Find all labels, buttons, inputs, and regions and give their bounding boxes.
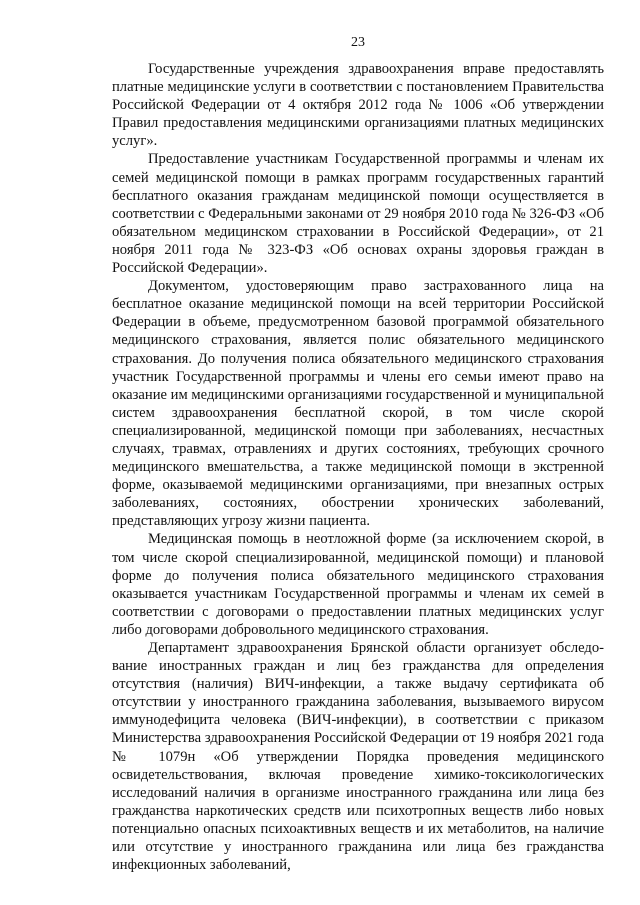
paragraph-free-care-guarantees: Предоставление участникам Государственной программы и членам их семей медицинской помощи в рамках программ государственных гарантий бесплатного оказания гражданам медицинской помощи осуществляется в соответствии с Федеральными законами от 29 ноября 2010 года № 326-ФЗ «Об обязательном медицинском страховании в Российской Федерации», от 21 ноября 2011 года № 323-ФЗ «Об основах охраны здоровья граждан в Российской Федерации». [112,151,604,277]
paragraph-hiv-examination: Департамент здравоохранения Брянской области организует обследование иностранных граждан и лиц без гражданства для определения отсутствия (наличия) ВИЧ-инфекции, а также выдачу сертификата об отсутствии у иностранного гражданина заболевания, вызываемого вирусом иммунодефицита человека (ВИЧ-инфекции), в соответствии с приказом Министерства здравоохранения Российской Федерации от 19 ноября 2021 года № 1079н «Об утверждении Порядка проведения медицинского освидетельствования, включая проведение химико-токсикологических исследований наличия в организме иностранного гражданина или лица без гражданства наркотических средств или психотропных веществ либо новых потенциально опасных психоактивных веществ и их метаболитов, на наличие или отсутствие у иностранного гражданина или лица без гражданства инфекционных заболеваний, [112,640,604,874]
page-number: 23 [351,35,365,50]
paragraph-paid-services: Государственные учреждения здравоохранения вправе предоставлять платные медицинские услуги в соответствии с постановлением Правительства Российской Федерации от 4 октября 2012 года № 1006 «Об утверждении Правил предоставления медицинскими организациями платных медицинских услуг». [112,61,604,150]
paragraph-urgent-planned-care: Медицинская помощь в неотложной форме (за исключением скорой, в том числе скорой специализированной, медицинской помощи) и плановой форме до получения полиса обязательного медицинского страхования оказывается участникам Государственной программы и членам их семей в соответствии с договорами о предоставлении платных медицинских услуг либо договорами добровольного медицинского страхования. [112,531,604,638]
paragraph-insurance-policy: Документом, удостоверяющим право застрахованного лица на бесплатное оказание медицинской помощи на всей территории Российской Федерации в объеме, предусмотренном базовой программой обязательного медицинского страхования, является полис обязательного медицинского страхования. До получения полиса обязательного медицинского страхования участник Государственной программы и члены его семьи имеют право на оказание им медицинскими организациями государственной и муниципальной систем здравоохранения бесплатной скорой, в том числе скорой специализированной, медицинской помощи при заболеваниях, несчастных случаях, травмах, отравлениях и других состояниях, требующих срочного медицинского вмешательства, а также медицинской помощи в экстренной форме, оказываемой медицинскими организациями, при внезапных острых заболеваниях, состояниях, обострении хронических заболеваний, представляющих угрозу жизни пациента. [112,278,604,530]
